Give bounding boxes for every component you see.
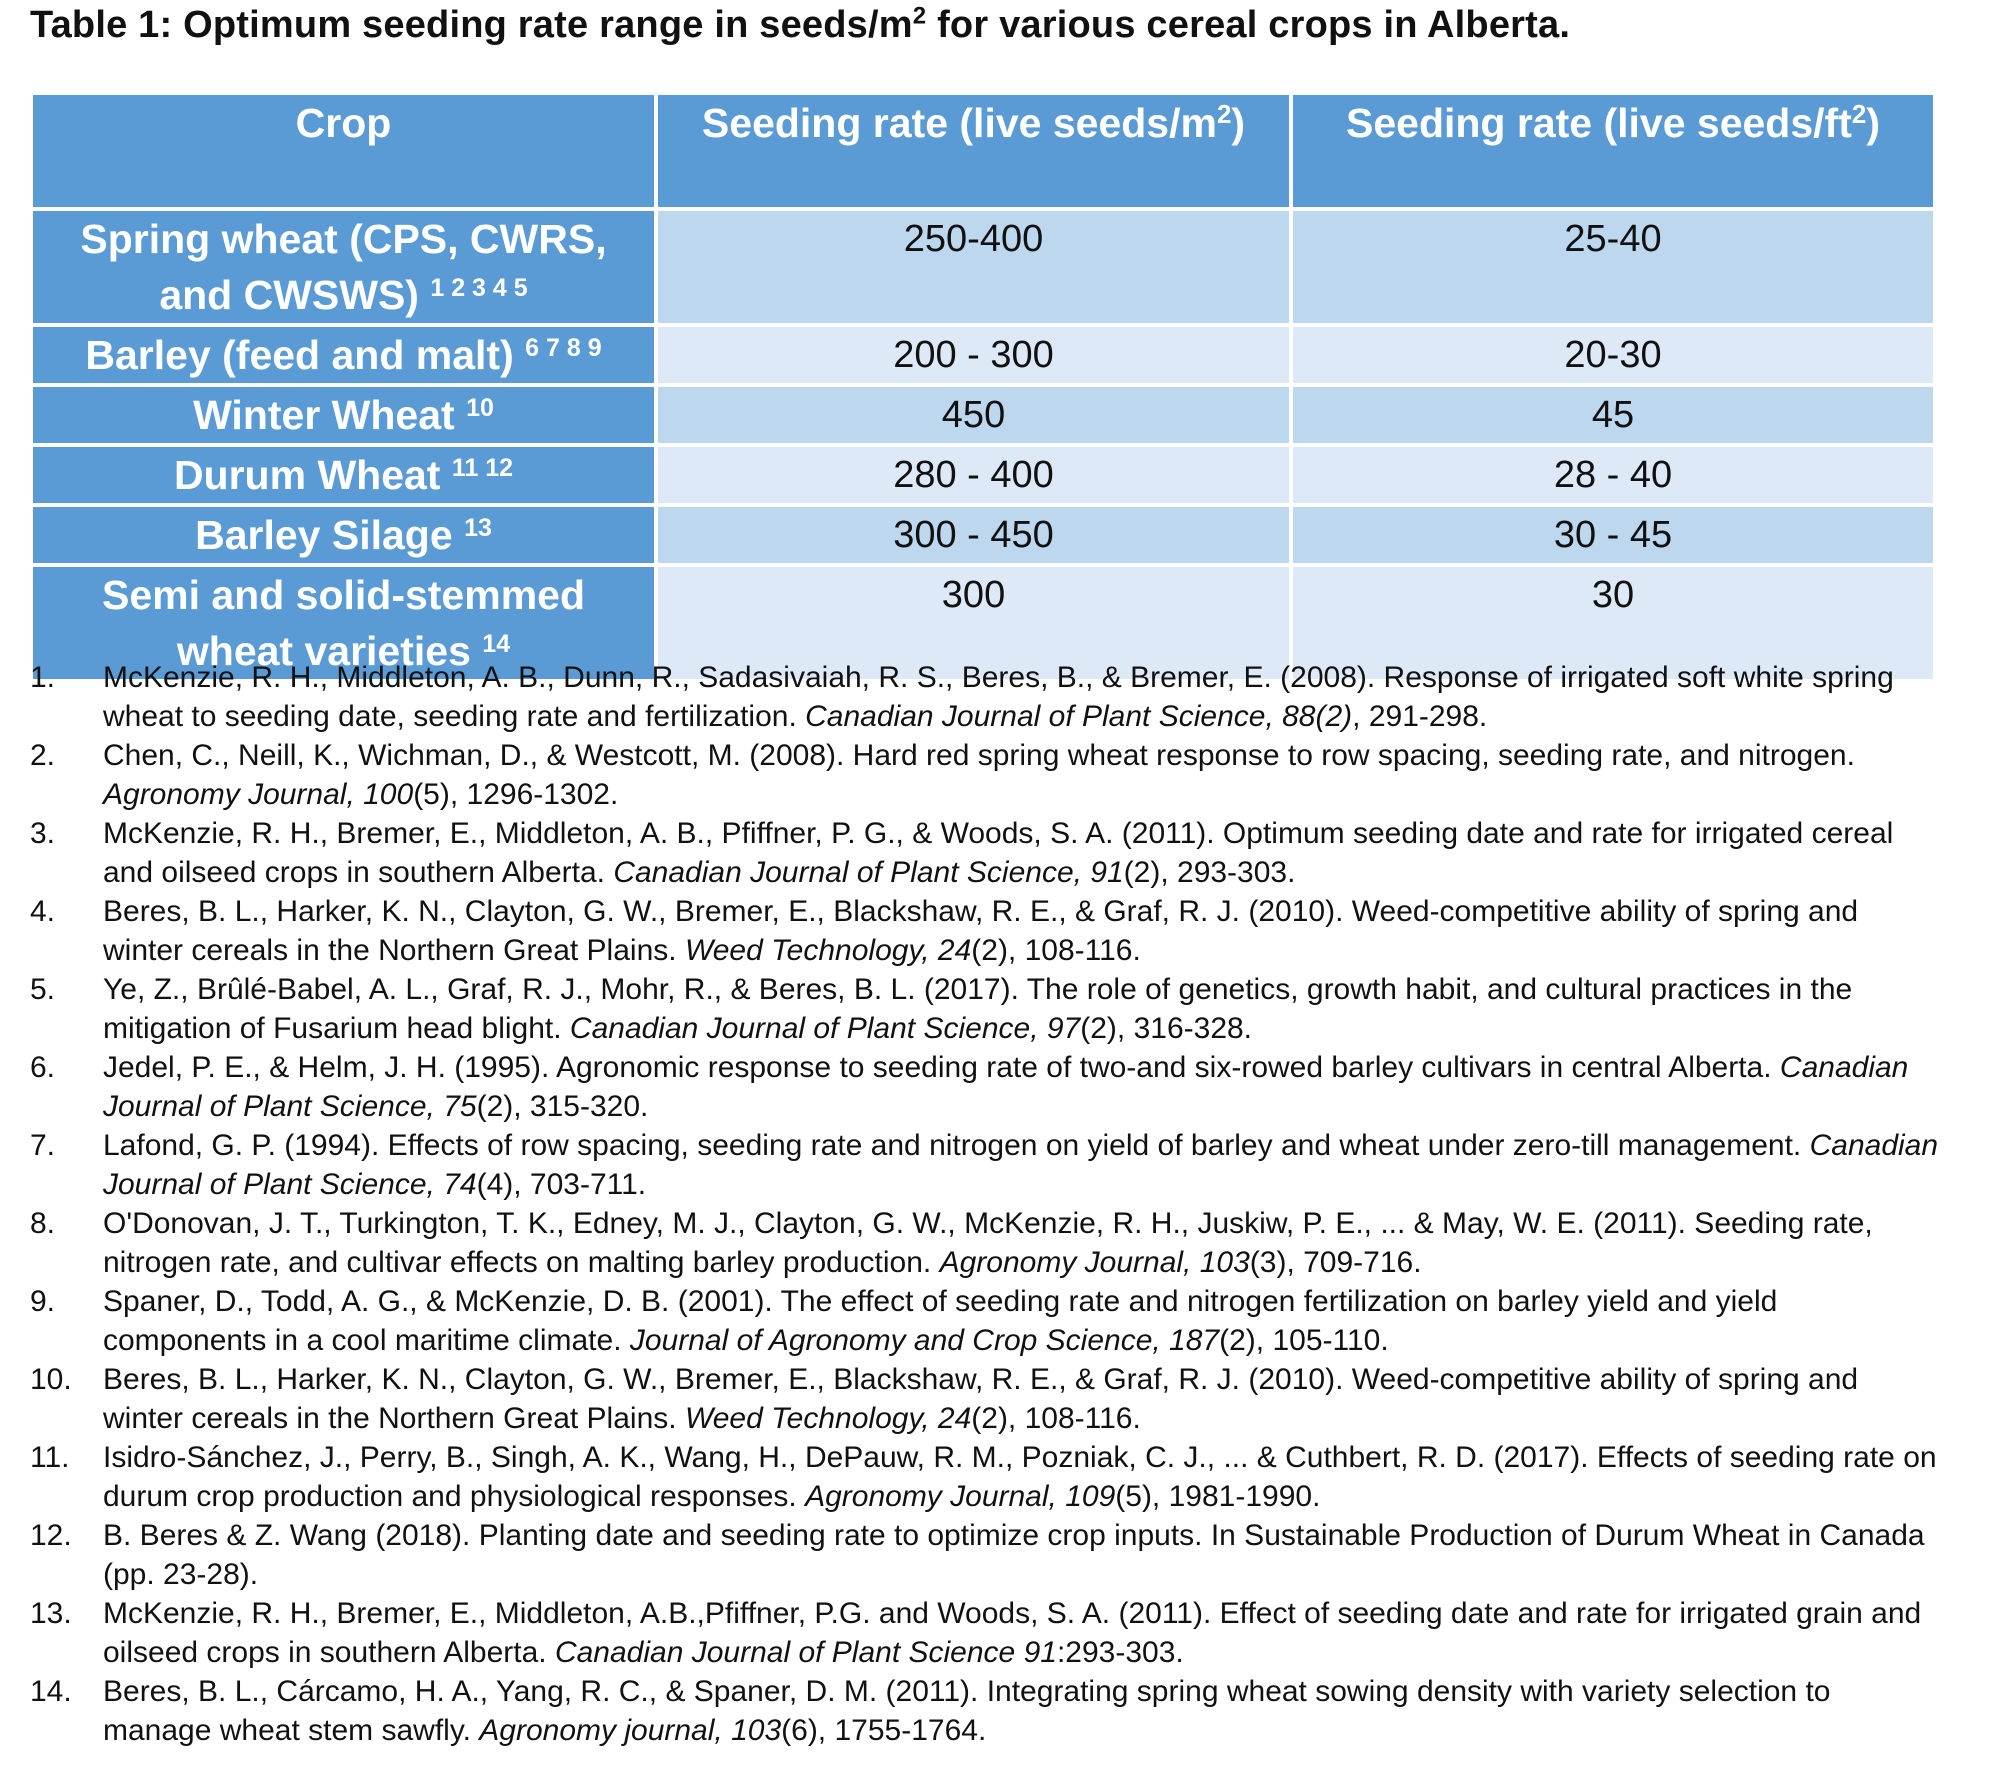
reference-number: 7. [30, 1129, 56, 1162]
reference-item [30, 736, 1940, 814]
reference-item [30, 1360, 1940, 1438]
reference-item [30, 814, 1940, 892]
reference-text: Lafond, G. P. (1994). Effects of row spacing, seeding rate and nitrogen on yield of barley and wheat under zero-till management. Canadian Journal of Plant Science, 74(4), 703-711. [103, 1129, 1939, 1201]
reference-text: McKenzie, R. H., Middleton, A. B., Dunn, R., Sadasivaiah, R. S., Beres, B., & Bremer, E. (2008). Response of irrigated soft white spring wheat to seeding date, seeding rate and fertilization. Canadian Journal of Plant Science, 88(2), 291-298. [103, 661, 1894, 733]
table-header-row [31, 93, 1935, 209]
reference-number: 6. [30, 1051, 56, 1084]
reference-text: Spaner, D., Todd, A. G., & McKenzie, D. B. (2001). The effect of seeding rate and nitrogen fertilization on barley yield and yield components in a cool maritime climate. Journal of Agronomy and Crop Science, 187(2), 105-110. [103, 1285, 1778, 1357]
table-row [31, 445, 1935, 505]
crop-cell: Semi and solid-stemmed wheat varieties $^{14}$ [31, 565, 656, 681]
reference-item [30, 1516, 1940, 1594]
table-title: Table 1: Optimum seeding rate range in seeds/$m^2$ for various cereal crops in Alberta. [30, 2, 1571, 46]
reference-text: Beres, B. L., Cárcamo, H. A., Yang, R. C., & Spaner, D. M. (2011). Integrating spring wheat sowing density with variety selection to manage wheat stem sawfly. Agronomy journal, 103(6), 1755-1764. [103, 1675, 1831, 1747]
crop-cell: Barley Silage $^{13}$ [31, 505, 656, 565]
rate-ft2-cell: 28 - 40 [1291, 445, 1935, 505]
reference-number: 14. [30, 1675, 72, 1708]
reference-item [30, 970, 1940, 1048]
rate-m2-cell: 200 - 300 [656, 325, 1291, 385]
reference-number: 2. [30, 739, 56, 772]
header-seeding-rate-m2: Seeding rate (live seeds/$m^2$) [656, 93, 1291, 209]
rate-ft2-cell: 25-40 [1291, 209, 1935, 325]
reference-list [30, 658, 1940, 1750]
reference-text: Jedel, P. E., & Helm, J. H. (1995). Agronomic response to seeding rate of two-and six-rowed barley cultivars in central Alberta. Canadian Journal of Plant Science, 75(2), 315-320. [103, 1051, 1909, 1123]
reference-item [30, 1594, 1940, 1672]
table-row [31, 385, 1935, 445]
seeding-rate-table [29, 91, 1937, 683]
reference-number: 4. [30, 895, 56, 928]
crop-cell: Spring wheat (CPS, CWRS, and CWSWS) $^{1 2 3 4 5}$ [31, 209, 656, 325]
header-seeding-rate-ft2: Seeding rate (live seeds/$ft^2$) [1291, 93, 1935, 209]
reference-number: 9. [30, 1285, 56, 1318]
table-row [31, 505, 1935, 565]
crop-cell: Durum Wheat $^{11 12}$ [31, 445, 656, 505]
rate-m2-cell: 300 [656, 565, 1291, 681]
reference-item [30, 1048, 1940, 1126]
rate-m2-cell: 300 - 450 [656, 505, 1291, 565]
crop-cell: Barley (feed and malt) $^{6 7 8 9}$ [31, 325, 656, 385]
reference-item [30, 1282, 1940, 1360]
reference-text: Ye, Z., Brûlé-Babel, A. L., Graf, R. J., Mohr, R., & Beres, B. L. (2017). The role of genetics, growth habit, and cultural practices in the mitigation of Fusarium head blight. Canadian Journal of Plant Science, 97(2), 316-328. [103, 973, 1853, 1045]
reference-text: Beres, B. L., Harker, K. N., Clayton, G. W., Bremer, E., Blackshaw, R. E., & Graf, R. J. (2010). Weed-competitive ability of spring and winter cereals in the Northern Great Plains. Weed Technology, 24(2), 108-116. [103, 1363, 1859, 1435]
reference-number: 13. [30, 1597, 72, 1630]
header-crop: Crop [31, 93, 656, 209]
reference-text: Chen, C., Neill, K., Wichman, D., & Westcott, M. (2008). Hard red spring wheat response to row spacing, seeding rate, and nitrogen. Agronomy Journal, 100(5), 1296-1302. [103, 739, 1855, 811]
reference-number: 1. [30, 661, 56, 694]
rate-ft2-cell: 30 - 45 [1291, 505, 1935, 565]
reference-text: McKenzie, R. H., Bremer, E., Middleton, A.B.,Pfiffner, P.G. and Woods, S. A. (2011). Effect of seeding date and rate for irrigated grain and oilseed crops in southern Alberta. Canadian Journal of Plant Science 91:293-303. [103, 1597, 1922, 1669]
rate-ft2-cell: 20-30 [1291, 325, 1935, 385]
reference-item [30, 658, 1940, 736]
reference-item [30, 1438, 1940, 1516]
reference-item [30, 1204, 1940, 1282]
rate-m2-cell: 250-400 [656, 209, 1291, 325]
reference-text: O'Donovan, J. T., Turkington, T. K., Edney, M. J., Clayton, G. W., McKenzie, R. H., Juskiw, P. E., ... & May, W. E. (2011). Seeding rate, nitrogen rate, and cultivar effects on malting barley production. Agronomy Journal, 103(3), 709-716. [103, 1207, 1873, 1279]
rate-ft2-cell: 45 [1291, 385, 1935, 445]
reference-text: B. Beres & Z. Wang (2018). Planting date and seeding rate to optimize crop inputs. In Sustainable Production of Durum Wheat in Canada (pp. 23-28). [103, 1519, 1925, 1591]
reference-item [30, 892, 1940, 970]
rate-m2-cell: 450 [656, 385, 1291, 445]
reference-number: 3. [30, 817, 56, 850]
reference-item [30, 1126, 1940, 1204]
rate-ft2-cell: 30 [1291, 565, 1935, 681]
table-row [31, 325, 1935, 385]
reference-text: McKenzie, R. H., Bremer, E., Middleton, A. B., Pfiffner, P. G., & Woods, S. A. (2011). Optimum seeding date and rate for irrigated cereal and oilseed crops in southern Alberta. Canadian Journal of Plant Science, 91(2), 293-303. [103, 817, 1894, 889]
reference-number: 11. [30, 1441, 70, 1474]
rate-m2-cell: 280 - 400 [656, 445, 1291, 505]
reference-number: 8. [30, 1207, 56, 1240]
reference-number: 5. [30, 973, 56, 1006]
reference-text: Beres, B. L., Harker, K. N., Clayton, G. W., Bremer, E., Blackshaw, R. E., & Graf, R. J. (2010). Weed-competitive ability of spring and winter cereals in the Northern Great Plains. Weed Technology, 24(2), 108-116. [103, 895, 1859, 967]
reference-number: 12. [30, 1519, 72, 1552]
reference-item [30, 1672, 1940, 1750]
reference-text: Isidro-Sánchez, J., Perry, B., Singh, A. K., Wang, H., DePauw, R. M., Pozniak, C. J., ... & Cuthbert, R. D. (2017). Effects of seeding rate on durum crop production and physiological responses. Agronomy Journal, 109(5), 1981-1990. [103, 1441, 1937, 1513]
reference-number: 10. [30, 1363, 72, 1396]
crop-cell: Winter Wheat $^{10}$ [31, 385, 656, 445]
table-row [31, 209, 1935, 325]
